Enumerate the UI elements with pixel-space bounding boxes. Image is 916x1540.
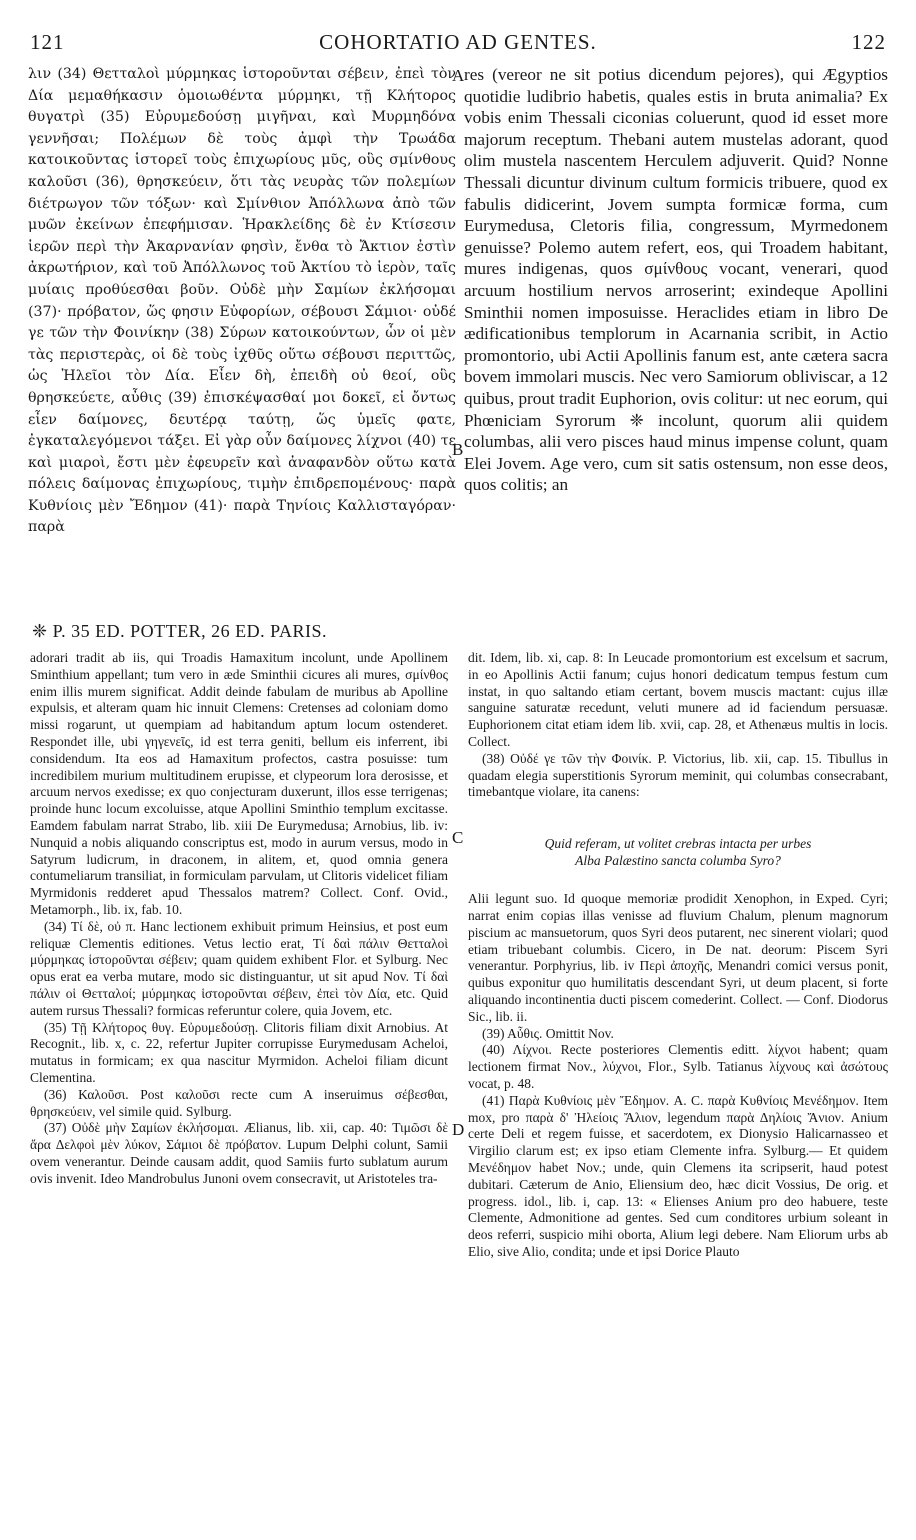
greek-text-column	[28, 64, 456, 622]
margin-letter-c: C	[452, 828, 464, 847]
running-title: COHORTATIO AD GENTES.	[319, 30, 597, 54]
note-37: (37) Οὐδὲ μὴν Σαμίων ἐκλήσομαι. Ælianus, lib. xii, cap. 40: Τιμῶσι δὲ ἄρα Δελφοὶ μὲν λύκον, Σάμιοι δὲ πρόβατον. Lupum Delphi colunt, Samii ovem venerantur. Deinde causam addit, quod Samiis furto sublatum aurum ovis invenit. Ideo Mandrobulus Junoni ovem consecravit, ut Aristoteles tra-	[30, 1120, 448, 1186]
edition-reference: ❈ P. 35 ED. POTTER, 26 ED. PARIS.	[32, 621, 327, 641]
note-40: (40) Λίχνοι. Recte posteriores Clementis editt. λίχνοι habent; quam lectionem firmat Nov., λύχνοι, Flor., Sylb. Tatianus λίχνους καὶ ἀσώτους vocat, p. 48.	[468, 1042, 888, 1091]
note-38-continued: Alii legunt suo. Id quoque memoriæ prodidit Xenophon, in Exped. Cyri; narrat enim copias illas venisse ad fluvium Chalum, plenum magnorum piscium ac mansuetorum, quos Syri deos putarent, nec sinerent violari; quod etiam tribuebant columbis. Cicero, in De nat. deorum: Piscem Syri venerantur. Porphyrius, lib. iv Περὶ ἀποχῆς, Menandri comici versus ponit, quibus exponitur quo humilitatis descendant Syri, ut deum placent, si forte aliquando incontinentia ducti piscem comederint. Collect. — Conf. Diodorus Sic., lib. ii.	[468, 891, 888, 1024]
note-36: (36) Καλοῦσι. Post καλοῦσι recte cum A inseruimus σέβεσθαι, θρησκεύειν, vel simile quid. Sylburg.	[30, 1086, 448, 1119]
notes-left-column	[30, 650, 448, 1510]
verse-line: Alba Palæstino sancta columba Syro?	[575, 853, 781, 869]
page-number-right: 122	[851, 30, 886, 54]
latin-paragraph: res (vereor ne sit potius dicendum pejores), qui Ægyptios quotidie ludibrio habetis, quales estis in bruta animalia? Ex vobis enim Thessali ciconias coluerunt, quod id esset more majorum receptum. Thebani autem mustelas adorant, quod olim mustela nascentem Herculem adjuverit. Quid? Nonne Thessali dicuntur divinum cultum formicis tribuere, quod ex fabulis didicerint, Jovem sumpta formicæ forma, cum Eurymedusa, Cletoris filia, congressum, Myrmedonem genuisse? Polemo autem refert, eos, qui Troadem habitant, mures indigenas, quos σμίνθους vocant, venerari, quod arcuum hostilium nervos arroserint; exindeque Apollini Sminthii nomen imposuisse. Heraclides etiam in libro De ædificationibus templorum in Acarnania scribit, in Actio promontorio, ubi Actii Apollinis fanum est, ante cætera sacra bovem immolari muscis. Nec vero Samiorum obliviscar, a 12 quibus, prout tradit Euphorion, ovis colitur: ut nec eorum, qui Phœniciam Syrorum ❈ incolunt, quorum alii quidem columbas, alii vero pisces haud minus impense colunt, quam Elei Jovem. Age vero, cum sit satis ostensum, non esse deos, quos colitis; an	[464, 65, 888, 495]
note-35: (35) Τῇ Κλήτορος θυγ. Εὐρυμεδούσῃ. Clitoris filiam dixit Arnobius. At Recognit., lib. x, c. 22, refertur Jupiter corrupisse Eurymedusam Acheloi, mutatus in formicam; ex qua nascitur Myrmidon. Acheloi filiam dicunt Clementina.	[30, 1019, 448, 1085]
greek-paragraph: λιν (34) Θετταλοὶ μύρμηκας ἱστοροῦνται σέβειν, ἐπεὶ τὸν Δία μεμαθήκασιν ὁμοιωθέντα μύρμηκι, τῇ Κλήτορος θυγατρὶ (35) Εὐρυμεδούσῃ μιγῆναι, καὶ Μυρμηδόνα γεννῆσαι; Πολέμων δὲ τοὺς ἀμφὶ τὴν Τρωάδα κατοικοῦντας ἱστορεῖ τοὺς ἐπιχωρίους μῦς, οὓς σμίνθους καλοῦσι (36), θρησκεύειν, ὅτι τὰς νευρὰς τῶν πολεμίων διέτρωγον τῶν τόξων· καὶ Σμίνθιον Ἀπόλλωνα ἀπὸ τῶν μυῶν ἐκείνων ἐπεφήμισαν. Ἡρακλείδης δὲ ἐν Κτίσεσιν ἱερῶν περὶ τὴν Ἀκαρνανίαν φησὶν, ἔνθα τὸ Ἄκτιον ἐστὶν ἀκρωτήριον, καὶ τοῦ Ἀπόλλωνος τοῦ Ἀκτίου τὸ ἱερὸν, ταῖς μυίαις προθύεσθαι βοῦν. Οὐδὲ μὴν Σαμίων ἐκλήσομαι (37)· πρόβατον, ὥς φησιν Εὐφορίων, σέβουσι Σάμιοι· οὐδέ γε τῶν τὴν Φοινίκην (38) Σύρων κατοικούντων, ὧν οἱ μὲν τὰς περιστερὰς, οἱ δὲ τοὺς ἰχθῦς οὕτω σέβουσι περιττῶς, ὡς Ἠλεῖοι τὸν Δία. Εἶεν δὴ, ἐπειδὴ οὐ θεοί, οὓς θρησκεύετε, αὖθις (39) ἐπισκέψασθαί μοι δοκεῖ, εἰ ὄντως εἶεν δαίμονες, δευτέρᾳ ταύτῃ, ὥς ὑμεῖς φατε, ἐγκαταλεγόμενοι τάξει. Εἰ γὰρ οὖν δαίμονες λίχνοι (40) τε καὶ μιαροὶ, ἔστι μὲν ἐφευρεῖν καὶ ἀναφανδὸν οὕτω κατὰ πόλεις δαίμονας ἐπιχωρίους, τιμὴν ἐπιδρεπομένους· παρὰ Κυθνίοις μὲν Ἔδημον (41)· παρὰ Τηνίοις Καλλισταγόραν· παρὰ	[28, 66, 456, 536]
verse-quotation	[468, 835, 888, 869]
latin-text-column	[464, 64, 888, 622]
note-34: (34) Τί δὲ, οὐ π. Hanc lectionem exhibuit primum Heinsius, et post eum reliquæ Clementis editiones. Vetus lectio erat, Τί δαὶ πάλιν Θετταλοὶ μύρμηκας ἱστοροῦνται σέβειν; quam quidem exhibent Flor. et Sylburg. Nec opus erat ea verba mutare, modo sic distinguantur, ut sit apud Nov. Τί δαὶ πάλιν οἱ Θετταλοί; μύρμηκας ἱστοροῦνται σέβειν, ἐπεὶ τὸν Δία, etc. Quid autem rursus Thessali? formicas referuntur colere, quia Jovem, etc.	[30, 918, 448, 1018]
note-38: (38) Οὐδέ γε τῶν τὴν Φοινίκ. P. Victorius, lib. xii, cap. 15. Tibullus in quadam elegia superstitionis Syrorum meminit, qui columbas consecrabant, timebantque violare, ita canens:	[468, 750, 888, 800]
notes-right-column	[468, 650, 888, 1510]
margin-letter-d: D	[452, 1120, 465, 1139]
note-paragraph-continued: dit. Idem, lib. xi, cap. 8: In Leucade promontorium est excelsum et sacrum, in eo Apollinis Actii fanum; cujus honori dedicatum tempus festum cum instat, in quo saltando etiam certant, bovem muscis mactant: cujus illæ sanguine saturatæ recedunt, veluti munere ad id faciendum persuasæ. Euphorionem citat etiam idem lib. xvii, cap. 28, et Athenæus multis in locis. Collect.	[468, 650, 888, 749]
verse-line: Quid referam, ut volitet crebras intacta per urbes	[544, 836, 812, 852]
margin-letter-b: B	[452, 440, 464, 459]
note-paragraph: adorari tradit ab iis, qui Troadis Hamaxitum incolunt, unde Apollinem Sminthium appellant; tum vero in æde Sminthii cicures ali mures, σμίνθος enim illis murem significat. Addit deinde fabulam de muribus ab Apolline expulsis, et alteram quam hic innuit Clemens: Cretenses ad coloniam domo missi rogarunt, ut quempiam ad habitandum aptum locum ostenderet. Respondet ille, ubi γηγενεῖς, id est terra geniti, bellum eis inferrent, ibi considendum. Ita eos ad Hamaxitum profectos, castra posuisse: tum incredibilem murium multitudinem erupisse, et clypeorum lora derosisse, et arcuum nervos exedisse; ex quo conjecturam duxerunt, illos esse terrigenas; proinde hunc locum excoluisse, atque Apollini Sminthio templum excitasse. Eamdem fabulam narrat Strabo, lib. xiii De Eurymedusa; Arnobius, lib. iv: Nunquid a nobis aliquando conscriptus est, modo in aurum versus, modo in Satyrum ludicrum, in draconem, in alitem, et, quod omnia genera contumeliarum transiliat, in formiculam parvulam, ut Clitoris videlicet filiam Myrmidonis redderet apud Thessalos matrem? Collect. Conf. Ovid., Metamorph., lib. ix, fab. 10.	[30, 650, 448, 917]
running-header	[30, 30, 886, 60]
note-41: (41) Παρὰ Κυθνίοις μὲν Ἔδημον. A. C. παρὰ Κυθνίοις Μενέδημον. Item mox, pro παρὰ δ' Ἠλείοις Ἄλιον, legendum παρὰ Δηλίοις Ἄνιον. Anium certe Deli et regem fuisse, et sacerdotem, ex Dionysio Halicarnasseo et Virgilio clarum est; ex ipso etiam Clemente infra. Sylburg.— Et quidem Μενέδημον habet Nov.; unde, quin Clemens ita scripserit, haud potest dubitari. Cæterum de Anio, Eliensium deo, hæc dicit Vossius, De orig. et progress. idol., lib. i, cap. 13: « Elienses Anium pro deo habuere, teste Clemente, Admonitione ad gentes. Sed cum conditores urbium soleant in deos referri, suspicio mihi oborta, Alium legi debere. Nam Eliorum urbs ab Elio, sive Alio, condita; unde et ipsi Dorice Plauto	[468, 1092, 888, 1259]
page-number-left: 121	[30, 30, 65, 54]
margin-letter-a: A	[452, 66, 465, 85]
note-39: (39) Αὖθις. Omittit Nov.	[482, 1025, 614, 1041]
